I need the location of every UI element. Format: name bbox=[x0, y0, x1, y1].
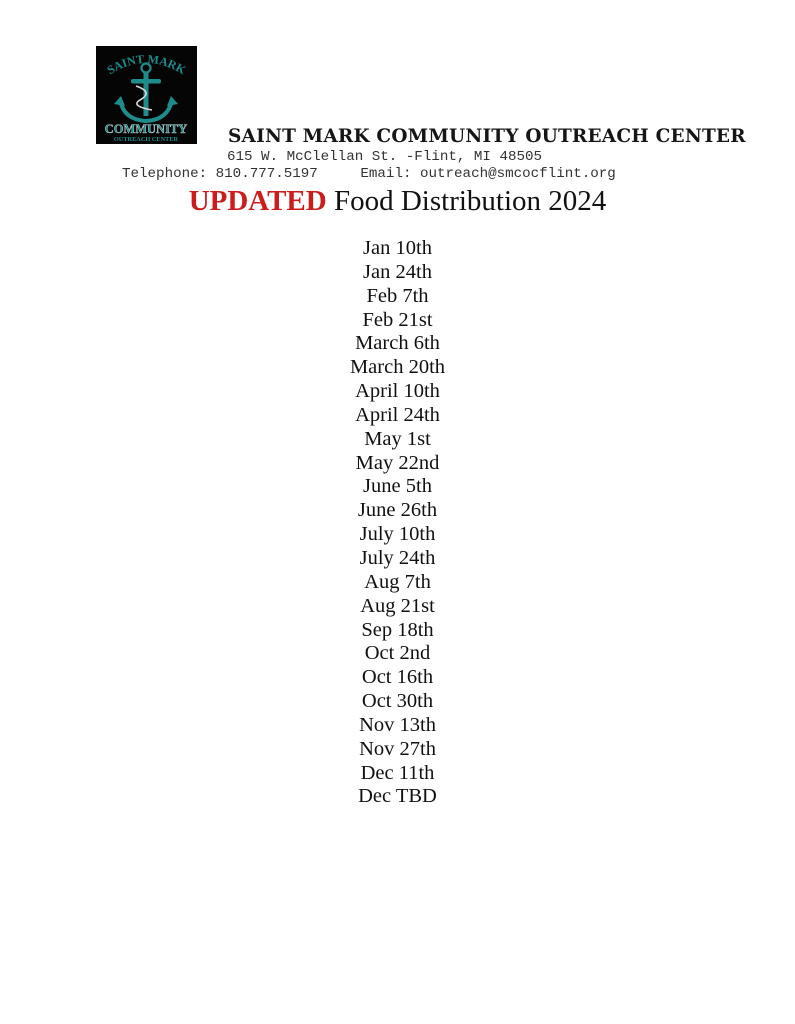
date-item: Nov 13th bbox=[359, 713, 436, 736]
address: 615 W. McClellan St. -Flint, MI 48505 bbox=[227, 149, 543, 165]
date-item: Nov 27th bbox=[359, 737, 436, 760]
date-item: Feb 21st bbox=[362, 308, 433, 331]
date-item: May 22nd bbox=[355, 451, 440, 474]
date-item: Dec 11th bbox=[360, 761, 435, 784]
date-item: July 10th bbox=[359, 523, 436, 546]
date-item: Aug 7th bbox=[364, 570, 431, 593]
date-item: Jan 24th bbox=[363, 260, 432, 283]
title-text: Food Distribution 2024 bbox=[326, 185, 607, 217]
page-title bbox=[0, 183, 795, 219]
date-item: March 6th bbox=[355, 332, 440, 355]
date-item: March 20th bbox=[349, 356, 446, 379]
date-item: April 24th bbox=[355, 403, 440, 426]
distribution-dates-list bbox=[0, 237, 795, 809]
date-item: June 26th bbox=[357, 499, 438, 522]
date-item: Feb 7th bbox=[366, 284, 429, 307]
date-item: July 24th bbox=[359, 546, 436, 569]
logo-text-top: SAINT MARK bbox=[104, 51, 189, 78]
title-accent: UPDATED bbox=[188, 185, 327, 217]
date-item: Oct 30th bbox=[361, 690, 434, 713]
date-item: June 5th bbox=[363, 475, 432, 498]
date-item: Dec TBD bbox=[358, 785, 437, 808]
date-item: Jan 10th bbox=[363, 237, 432, 259]
anchor-icon bbox=[96, 46, 197, 144]
date-item: April 10th bbox=[355, 380, 440, 403]
date-item: May 1st bbox=[364, 427, 431, 450]
date-item: Aug 21st bbox=[360, 594, 435, 617]
date-item: Sep 18th bbox=[361, 618, 434, 641]
logo-text-sub: OUTREACH CENTER bbox=[113, 136, 179, 143]
contact-info: Telephone: 810.777.5197 Email: outreach@smcocflint.org bbox=[122, 166, 616, 182]
date-item: Oct 2nd bbox=[364, 642, 431, 665]
organization-name: SAINT MARK COMMUNITY OUTREACH CENTER bbox=[228, 126, 746, 147]
logo-text-bottom: COMMUNITY bbox=[104, 122, 188, 136]
logo bbox=[96, 46, 197, 144]
date-item: Oct 16th bbox=[361, 666, 434, 689]
